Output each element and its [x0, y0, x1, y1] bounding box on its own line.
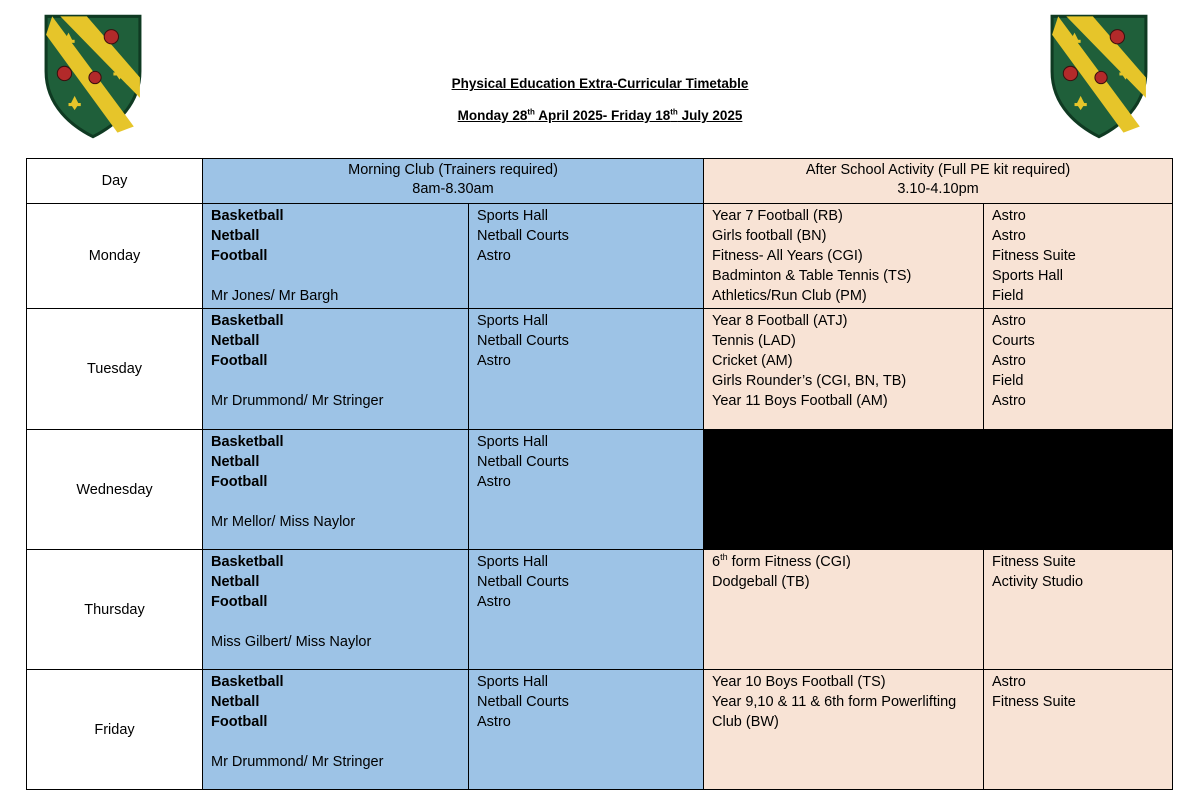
day-cell: Monday [27, 204, 203, 309]
morning-venues [469, 550, 704, 670]
staff: Miss Gilbert/ Miss Naylor [211, 634, 372, 650]
after-venues [984, 670, 1173, 790]
activity: Year 7 Football (RB) [712, 208, 843, 224]
activity: Dodgeball (TB) [712, 574, 810, 590]
activity: Basketball [211, 208, 284, 224]
activity: Year 10 Boys Football (TS) [712, 674, 886, 690]
staff: Mr Mellor/ Miss Naylor [211, 514, 356, 530]
activity: Club (BW) [712, 714, 779, 730]
day-cell: Friday [27, 670, 203, 790]
activity: Netball [211, 454, 260, 470]
activity: Netball [211, 333, 260, 349]
activity: Netball [211, 228, 260, 244]
activity: Girls football (BN) [712, 228, 827, 244]
day-cell: Thursday [27, 550, 203, 670]
activity: Athletics/Run Club (PM) [712, 288, 867, 304]
after-activities [704, 550, 984, 670]
activity: Badminton & Table Tennis (TS) [712, 268, 912, 284]
activity: Basketball [211, 313, 284, 329]
table-row [27, 670, 1173, 790]
venue: Astro [477, 474, 511, 490]
after-activities [704, 309, 984, 430]
venue: Sports Hall [477, 313, 548, 329]
table-row [27, 204, 1173, 309]
morning-activities [203, 204, 469, 309]
venue: Courts [992, 333, 1035, 349]
activity: Girls Rounder’s (CGI, BN, TB) [712, 373, 907, 389]
day-cell: Tuesday [27, 309, 203, 430]
venue: Activity Studio [992, 574, 1084, 590]
venue: Field [992, 288, 1024, 304]
venue: Astro [477, 714, 511, 730]
page-title: Physical Education Extra-Curricular Timetable [451, 76, 749, 91]
activity: Football [211, 714, 268, 730]
morning-venues [469, 430, 704, 550]
timetable [26, 158, 1173, 790]
activity: Netball [211, 694, 260, 710]
activity: Year 11 Boys Football (AM) [712, 393, 888, 409]
morning-venues [469, 309, 704, 430]
table-row [27, 550, 1173, 670]
activity: Football [211, 594, 268, 610]
table-row [27, 430, 1173, 550]
venue: Sports Hall [477, 554, 548, 570]
activity: Netball [211, 574, 260, 590]
morning-club-time: 8am-8.30am [412, 181, 494, 197]
activity: Tennis (LAD) [712, 333, 796, 349]
venue: Astro [992, 353, 1026, 369]
table-row [27, 309, 1173, 430]
venue: Netball Courts [477, 574, 569, 590]
venue: Netball Courts [477, 228, 569, 244]
after-school-time: 3.10-4.10pm [897, 181, 979, 197]
activity: Cricket (AM) [712, 353, 793, 369]
after-activities [704, 204, 984, 309]
after-school-header [704, 159, 1173, 204]
redacted-block [704, 430, 1173, 550]
activity: Year 8 Football (ATJ) [712, 313, 848, 329]
venue: Astro [992, 674, 1026, 690]
venue: Astro [477, 248, 511, 264]
morning-club-title: Morning Club (Trainers required) [348, 162, 558, 178]
venue: Astro [992, 208, 1026, 224]
venue: Astro [992, 393, 1026, 409]
activity: Basketball [211, 434, 284, 450]
day-column-header: Day [27, 159, 203, 204]
venue: Astro [992, 228, 1026, 244]
after-activities [704, 670, 984, 790]
venue: Fitness Suite [992, 248, 1076, 264]
venue: Sports Hall [992, 268, 1063, 284]
venue: Sports Hall [477, 434, 548, 450]
activity: Basketball [211, 674, 284, 690]
activity: Football [211, 353, 268, 369]
venue: Fitness Suite [992, 694, 1076, 710]
day-cell: Wednesday [27, 430, 203, 550]
after-venues [984, 309, 1173, 430]
venue: Field [992, 373, 1024, 389]
activity: Fitness- All Years (CGI) [712, 248, 863, 264]
staff: Mr Drummond/ Mr Stringer [211, 393, 384, 409]
activity: Year 9,10 & 11 & 6th form Powerlifting [712, 694, 957, 710]
morning-activities [203, 430, 469, 550]
date-range: Monday 28th April 2025- Friday 18th July 2025 [457, 107, 743, 123]
after-venues [984, 550, 1173, 670]
venue: Astro [477, 353, 511, 369]
venue: Astro [992, 313, 1026, 329]
header-row [27, 159, 1173, 204]
after-venues [984, 204, 1173, 309]
morning-activities [203, 670, 469, 790]
venue: Astro [477, 594, 511, 610]
activity: 6th form Fitness (CGI) [712, 552, 851, 570]
venue: Sports Hall [477, 674, 548, 690]
morning-activities [203, 309, 469, 430]
staff: Mr Jones/ Mr Bargh [211, 288, 339, 304]
activity: Football [211, 474, 268, 490]
morning-venues [469, 670, 704, 790]
venue: Sports Hall [477, 208, 548, 224]
venue: Netball Courts [477, 333, 569, 349]
after-school-title: After School Activity (Full PE kit required) [805, 162, 1071, 178]
venue: Netball Courts [477, 694, 569, 710]
venue: Netball Courts [477, 454, 569, 470]
staff: Mr Drummond/ Mr Stringer [211, 754, 384, 770]
morning-activities [203, 550, 469, 670]
venue: Fitness Suite [992, 554, 1076, 570]
morning-venues [469, 204, 704, 309]
morning-club-header [203, 159, 704, 204]
activity: Basketball [211, 554, 284, 570]
activity: Football [211, 248, 268, 264]
